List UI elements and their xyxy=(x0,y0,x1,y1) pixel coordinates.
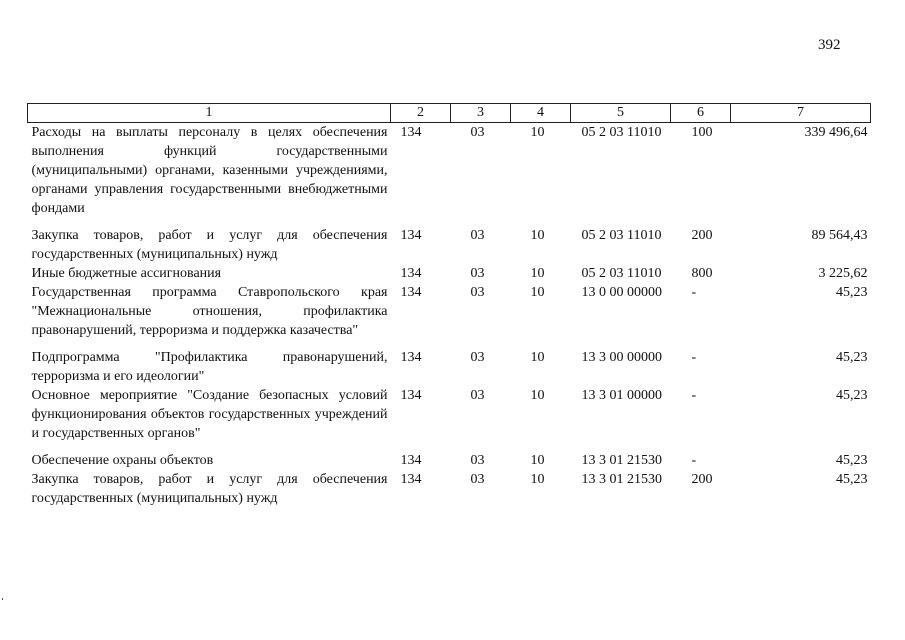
cell-expense-type: 800 xyxy=(691,266,713,281)
row-name: Расходы на выплаты персоналу в целях обеспечения выполнения функций государственными (муниципальными) органами, казенными учреждениями, органами управления государственными внебюджетными фондами xyxy=(31,125,388,216)
cell-target-article: 05 2 03 11010 xyxy=(581,266,662,281)
column-header-7: 7 xyxy=(731,104,871,123)
cell-section: 03 xyxy=(470,472,485,487)
cell-expense-type: - xyxy=(691,350,697,365)
cell-ministry: 134 xyxy=(400,228,422,243)
column-header-2: 2 xyxy=(391,104,451,123)
row-name: Закупка товаров, работ и услуг для обеспечения государственных (муниципальных) нужд xyxy=(31,228,388,262)
cell-expense-type: 200 xyxy=(691,228,713,243)
table-row xyxy=(28,123,871,227)
cell-amount: 45,23 xyxy=(836,350,868,365)
cell-ministry: 134 xyxy=(400,350,422,365)
cell-target-article: 13 0 00 00000 xyxy=(581,285,662,300)
page-number: 392 xyxy=(818,37,841,53)
cell-section: 03 xyxy=(470,228,485,243)
row-name: Обеспечение охраны объектов xyxy=(31,453,214,468)
cell-subsection: 10 xyxy=(530,285,545,300)
row-name: Государственная программа Ставропольского края "Межнациональные отношения, профилактика правонарушений, терроризма и поддержка казачества" xyxy=(31,285,388,338)
scan-speck xyxy=(2,598,3,600)
row-name: Подпрограмма "Профилактика правонарушений, терроризма и его идеологии" xyxy=(31,350,388,384)
column-header-6: 6 xyxy=(671,104,731,123)
table-row xyxy=(28,386,871,451)
column-header-4: 4 xyxy=(511,104,571,123)
cell-expense-type: 200 xyxy=(691,472,713,487)
cell-subsection: 10 xyxy=(530,472,545,487)
cell-expense-type: - xyxy=(691,388,697,403)
cell-amount: 45,23 xyxy=(836,453,868,468)
cell-ministry: 134 xyxy=(400,453,422,468)
cell-target-article: 05 2 03 11010 xyxy=(581,228,662,243)
cell-ministry: 134 xyxy=(400,472,422,487)
column-header-1: 1 xyxy=(28,104,391,123)
cell-target-article: 13 3 01 00000 xyxy=(581,388,662,403)
table-row xyxy=(28,264,871,283)
cell-subsection: 10 xyxy=(530,453,545,468)
cell-section: 03 xyxy=(470,266,485,281)
row-name: Основное мероприятие "Создание безопасных условий функционирования объектов государственных учреждений и государственных органов" xyxy=(31,388,388,441)
budget-table xyxy=(27,103,871,508)
cell-subsection: 10 xyxy=(530,228,545,243)
cell-expense-type: 100 xyxy=(691,125,713,140)
cell-section: 03 xyxy=(470,285,485,300)
cell-target-article: 13 3 01 21530 xyxy=(581,453,662,468)
row-name: Иные бюджетные ассигнования xyxy=(31,266,222,281)
table-row xyxy=(28,283,871,348)
cell-amount: 339 496,64 xyxy=(804,125,868,140)
cell-amount: 89 564,43 xyxy=(811,228,868,243)
cell-section: 03 xyxy=(470,453,485,468)
cell-subsection: 10 xyxy=(530,388,545,403)
cell-section: 03 xyxy=(470,125,485,140)
cell-subsection: 10 xyxy=(530,125,545,140)
cell-ministry: 134 xyxy=(400,125,422,140)
cell-ministry: 134 xyxy=(400,266,422,281)
cell-target-article: 13 3 01 21530 xyxy=(581,472,662,487)
row-name: Закупка товаров, работ и услуг для обеспечения государственных (муниципальных) нужд xyxy=(31,472,388,506)
column-header-3: 3 xyxy=(451,104,511,123)
cell-amount: 45,23 xyxy=(836,388,868,403)
table-row xyxy=(28,470,871,508)
cell-amount: 3 225,62 xyxy=(818,266,868,281)
table-row xyxy=(28,348,871,386)
table-row xyxy=(28,226,871,264)
cell-amount: 45,23 xyxy=(836,472,868,487)
header-row xyxy=(28,104,871,123)
cell-subsection: 10 xyxy=(530,266,545,281)
table-row xyxy=(28,451,871,470)
cell-target-article: 05 2 03 11010 xyxy=(581,125,662,140)
cell-ministry: 134 xyxy=(400,285,422,300)
cell-ministry: 134 xyxy=(400,388,422,403)
cell-amount: 45,23 xyxy=(836,285,868,300)
cell-target-article: 13 3 00 00000 xyxy=(581,350,662,365)
cell-expense-type: - xyxy=(691,285,697,300)
cell-expense-type: - xyxy=(691,453,697,468)
cell-section: 03 xyxy=(470,350,485,365)
cell-section: 03 xyxy=(470,388,485,403)
column-header-5: 5 xyxy=(571,104,671,123)
cell-subsection: 10 xyxy=(530,350,545,365)
